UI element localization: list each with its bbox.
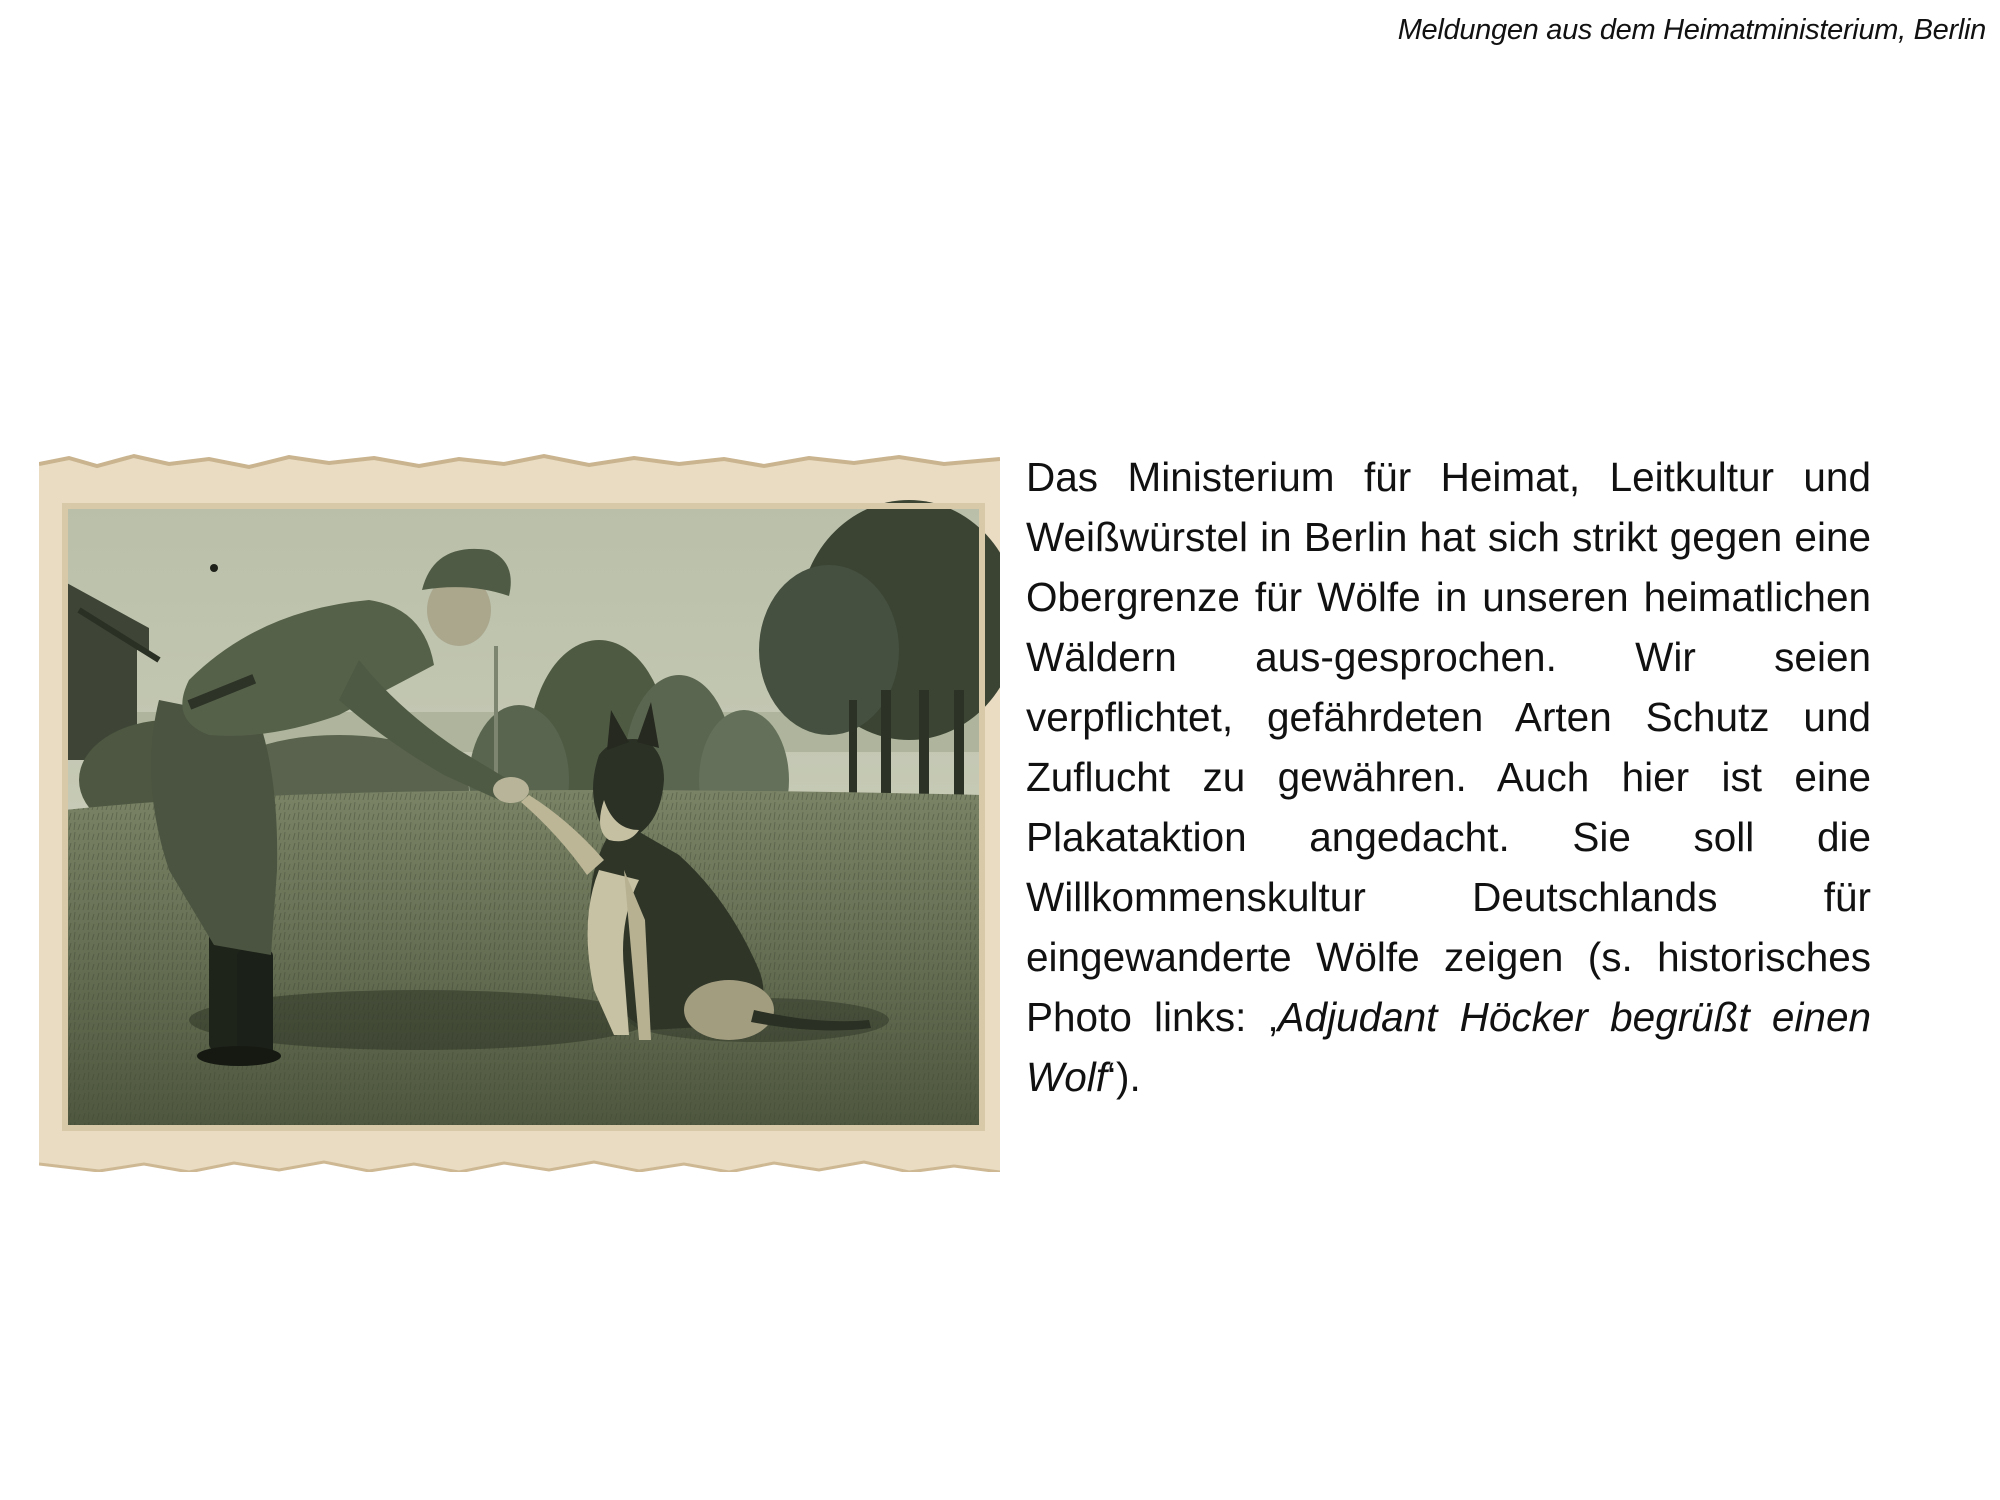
photo-caption: Adjudant Höcker begrüßt einen Wolf — [1026, 994, 1871, 1100]
quote-open: ‚ — [1268, 994, 1278, 1040]
historical-photo — [39, 450, 1000, 1172]
article-text — [1026, 447, 1871, 1107]
header-title: Meldungen aus dem Heimatministerium, Berlin — [1397, 14, 1986, 46]
quote-close: ‘ — [1107, 1054, 1116, 1100]
photo-illustration — [39, 450, 1000, 1172]
article-body: Das Ministerium für Heimat, Leitkultur und Weißwürstel in Berlin hat sich strikt gegen eine Obergrenze für Wölfe in unseren heimatlichen Wäldern aus-gesprochen. Wir seien verpflichtet, gefährdeten Arten Schutz und Zuflucht zu gewähren. Auch hier ist eine Plakataktion angedacht. Sie soll die Willkommenskultur Deutschlands für eingewanderte Wölfe zeigen (s. historisches Photo links: — [1026, 454, 1871, 1040]
article-end: ). — [1116, 1054, 1141, 1100]
photo-scene — [65, 500, 1000, 1128]
